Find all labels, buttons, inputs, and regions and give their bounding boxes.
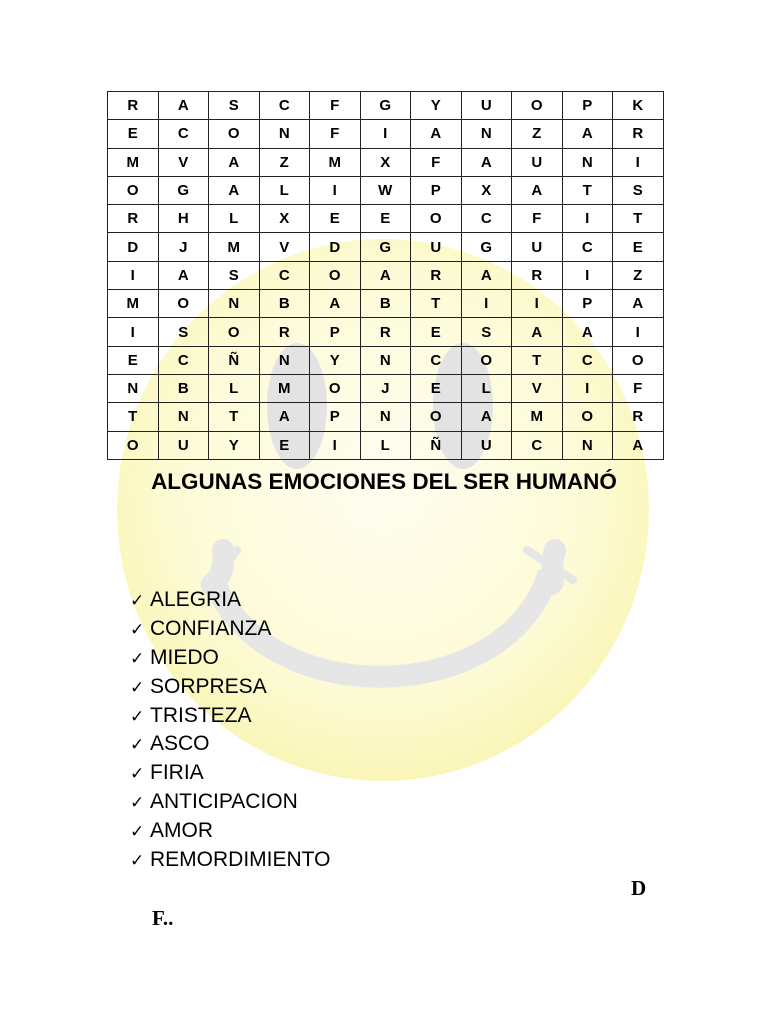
grid-cell: W: [360, 176, 411, 204]
grid-cell: E: [411, 318, 462, 346]
grid-row: [108, 318, 664, 346]
grid-cell: A: [461, 148, 512, 176]
grid-cell: R: [108, 92, 159, 120]
grid-row: [108, 176, 664, 204]
grid-cell: P: [310, 318, 361, 346]
grid-cell: A: [512, 318, 563, 346]
grid-row: [108, 290, 664, 318]
grid-cell: V: [259, 233, 310, 261]
grid-cell: O: [209, 318, 260, 346]
word-search-grid-container: [107, 91, 664, 460]
grid-cell: A: [158, 261, 209, 289]
grid-cell: E: [613, 233, 664, 261]
word-list-item: [130, 615, 330, 644]
checkmark-icon: ✓: [130, 822, 145, 843]
grid-cell: N: [209, 290, 260, 318]
grid-cell: P: [411, 176, 462, 204]
grid-cell: X: [259, 205, 310, 233]
grid-cell: F: [512, 205, 563, 233]
word-label: FIRIA: [150, 761, 204, 785]
grid-cell: A: [461, 403, 512, 431]
grid-cell: I: [310, 431, 361, 459]
grid-cell: M: [259, 374, 310, 402]
grid-cell: A: [562, 120, 613, 148]
grid-cell: U: [512, 233, 563, 261]
checkmark-icon: ✓: [130, 793, 145, 814]
grid-cell: A: [613, 431, 664, 459]
grid-cell: A: [310, 290, 361, 318]
signature-letter-f: F..: [152, 906, 174, 930]
word-list-item: [130, 788, 330, 817]
grid-cell: M: [108, 290, 159, 318]
grid-cell: E: [259, 431, 310, 459]
grid-cell: A: [259, 403, 310, 431]
grid-cell: M: [512, 403, 563, 431]
word-list-item: [130, 846, 330, 875]
word-search-grid: [107, 91, 664, 460]
grid-cell: F: [613, 374, 664, 402]
grid-row: [108, 92, 664, 120]
grid-cell: B: [259, 290, 310, 318]
grid-cell: H: [158, 205, 209, 233]
grid-cell: U: [461, 431, 512, 459]
grid-cell: I: [613, 148, 664, 176]
grid-cell: C: [158, 346, 209, 374]
grid-cell: G: [461, 233, 512, 261]
grid-cell: R: [360, 318, 411, 346]
grid-cell: O: [461, 346, 512, 374]
grid-cell: A: [461, 261, 512, 289]
grid-cell: E: [108, 346, 159, 374]
grid-cell: O: [562, 403, 613, 431]
grid-cell: M: [209, 233, 260, 261]
checkmark-icon: ✓: [130, 706, 145, 727]
grid-cell: Y: [209, 431, 260, 459]
grid-cell: Ñ: [411, 431, 462, 459]
grid-cell: Y: [310, 346, 361, 374]
word-list-item: [130, 730, 330, 759]
grid-cell: I: [108, 318, 159, 346]
grid-cell: C: [158, 120, 209, 148]
signature-letter-d: D: [631, 876, 647, 900]
page-title: ALGUNAS EMOCIONES DEL SER HUMANÓ: [151, 469, 617, 494]
word-list-item: [130, 644, 330, 673]
grid-cell: C: [562, 346, 613, 374]
grid-cell: G: [360, 92, 411, 120]
grid-cell: R: [259, 318, 310, 346]
grid-cell: E: [108, 120, 159, 148]
word-label: AMOR: [150, 819, 213, 843]
grid-cell: N: [259, 346, 310, 374]
grid-cell: R: [512, 261, 563, 289]
grid-cell: O: [613, 346, 664, 374]
grid-cell: O: [108, 176, 159, 204]
checkmark-icon: ✓: [130, 764, 145, 785]
grid-cell: C: [259, 92, 310, 120]
grid-cell: I: [310, 176, 361, 204]
grid-cell: F: [411, 148, 462, 176]
grid-cell: L: [209, 374, 260, 402]
grid-cell: N: [108, 374, 159, 402]
grid-cell: J: [158, 233, 209, 261]
grid-cell: E: [411, 374, 462, 402]
grid-cell: R: [613, 403, 664, 431]
checkmark-icon: ✓: [130, 591, 145, 611]
word-list-item: [130, 586, 330, 615]
word-label: CONFIANZA: [150, 616, 272, 640]
grid-cell: F: [310, 92, 361, 120]
grid-cell: C: [562, 233, 613, 261]
grid-cell: T: [108, 403, 159, 431]
grid-cell: A: [411, 120, 462, 148]
grid-row: [108, 346, 664, 374]
grid-cell: D: [310, 233, 361, 261]
grid-row: [108, 205, 664, 233]
grid-cell: C: [512, 431, 563, 459]
grid-cell: I: [108, 261, 159, 289]
grid-cell: O: [310, 374, 361, 402]
word-label: ANTICIPACION: [150, 790, 298, 814]
word-label: MIEDO: [150, 645, 219, 669]
grid-cell: E: [310, 205, 361, 233]
word-list-item: [130, 702, 330, 731]
grid-cell: E: [360, 205, 411, 233]
grid-cell: I: [360, 120, 411, 148]
grid-cell: A: [512, 176, 563, 204]
grid-cell: A: [158, 92, 209, 120]
grid-cell: T: [411, 290, 462, 318]
grid-cell: Z: [613, 261, 664, 289]
grid-cell: A: [613, 290, 664, 318]
grid-cell: D: [108, 233, 159, 261]
grid-cell: C: [411, 346, 462, 374]
grid-cell: U: [158, 431, 209, 459]
grid-cell: N: [360, 403, 411, 431]
checkmark-icon: ✓: [130, 851, 145, 872]
grid-cell: L: [360, 431, 411, 459]
grid-row: [108, 374, 664, 402]
grid-cell: O: [411, 403, 462, 431]
checkmark-icon: ✓: [130, 677, 145, 698]
grid-cell: S: [613, 176, 664, 204]
grid-cell: X: [461, 176, 512, 204]
grid-cell: S: [461, 318, 512, 346]
grid-row: [108, 233, 664, 261]
grid-cell: G: [158, 176, 209, 204]
grid-cell: Y: [411, 92, 462, 120]
grid-cell: Z: [259, 148, 310, 176]
grid-cell: L: [209, 205, 260, 233]
grid-cell: M: [108, 148, 159, 176]
grid-cell: O: [512, 92, 563, 120]
grid-cell: N: [158, 403, 209, 431]
grid-cell: N: [562, 148, 613, 176]
checkmark-icon: ✓: [130, 619, 145, 640]
grid-cell: B: [360, 290, 411, 318]
grid-cell: T: [209, 403, 260, 431]
grid-cell: L: [461, 374, 512, 402]
grid-cell: T: [562, 176, 613, 204]
grid-cell: M: [310, 148, 361, 176]
grid-cell: U: [461, 92, 512, 120]
grid-cell: P: [310, 403, 361, 431]
grid-cell: B: [158, 374, 209, 402]
grid-cell: G: [360, 233, 411, 261]
word-label: ALEGRIA: [150, 588, 242, 611]
grid-cell: X: [360, 148, 411, 176]
word-label: TRISTEZA: [150, 703, 252, 727]
grid-cell: U: [411, 233, 462, 261]
grid-cell: I: [562, 374, 613, 402]
word-label: REMORDIMIENTO: [150, 848, 331, 872]
grid-cell: R: [411, 261, 462, 289]
word-list-item: [130, 759, 330, 788]
grid-cell: O: [158, 290, 209, 318]
grid-cell: A: [209, 148, 260, 176]
grid-cell: O: [108, 431, 159, 459]
grid-cell: P: [562, 92, 613, 120]
grid-cell: O: [209, 120, 260, 148]
grid-cell: C: [461, 205, 512, 233]
grid-cell: N: [562, 431, 613, 459]
word-list-item: [130, 817, 330, 846]
grid-cell: Ñ: [209, 346, 260, 374]
grid-cell: J: [360, 374, 411, 402]
grid-row: [108, 431, 664, 459]
grid-cell: P: [562, 290, 613, 318]
grid-cell: S: [209, 92, 260, 120]
grid-cell: T: [613, 205, 664, 233]
grid-cell: N: [259, 120, 310, 148]
grid-cell: R: [108, 205, 159, 233]
grid-cell: O: [411, 205, 462, 233]
word-list-item: [130, 673, 330, 702]
grid-cell: A: [209, 176, 260, 204]
grid-row: [108, 261, 664, 289]
emotion-word-list: [130, 586, 330, 875]
grid-cell: R: [613, 120, 664, 148]
grid-cell: A: [360, 261, 411, 289]
grid-cell: N: [461, 120, 512, 148]
grid-row: [108, 403, 664, 431]
grid-cell: I: [512, 290, 563, 318]
grid-cell: Z: [512, 120, 563, 148]
grid-row: [108, 148, 664, 176]
grid-cell: C: [259, 261, 310, 289]
grid-cell: L: [259, 176, 310, 204]
word-label: ASCO: [150, 732, 210, 756]
word-label: SORPRESA: [150, 674, 267, 698]
grid-cell: F: [310, 120, 361, 148]
grid-cell: I: [461, 290, 512, 318]
grid-cell: S: [158, 318, 209, 346]
grid-cell: T: [512, 346, 563, 374]
grid-cell: V: [158, 148, 209, 176]
grid-cell: O: [310, 261, 361, 289]
grid-row: [108, 120, 664, 148]
grid-cell: I: [562, 205, 613, 233]
grid-cell: N: [360, 346, 411, 374]
grid-cell: I: [562, 261, 613, 289]
grid-cell: K: [613, 92, 664, 120]
grid-cell: U: [512, 148, 563, 176]
grid-cell: V: [512, 374, 563, 402]
grid-cell: S: [209, 261, 260, 289]
checkmark-icon: ✓: [130, 735, 145, 756]
grid-cell: A: [562, 318, 613, 346]
grid-cell: I: [613, 318, 664, 346]
checkmark-icon: ✓: [130, 648, 145, 669]
